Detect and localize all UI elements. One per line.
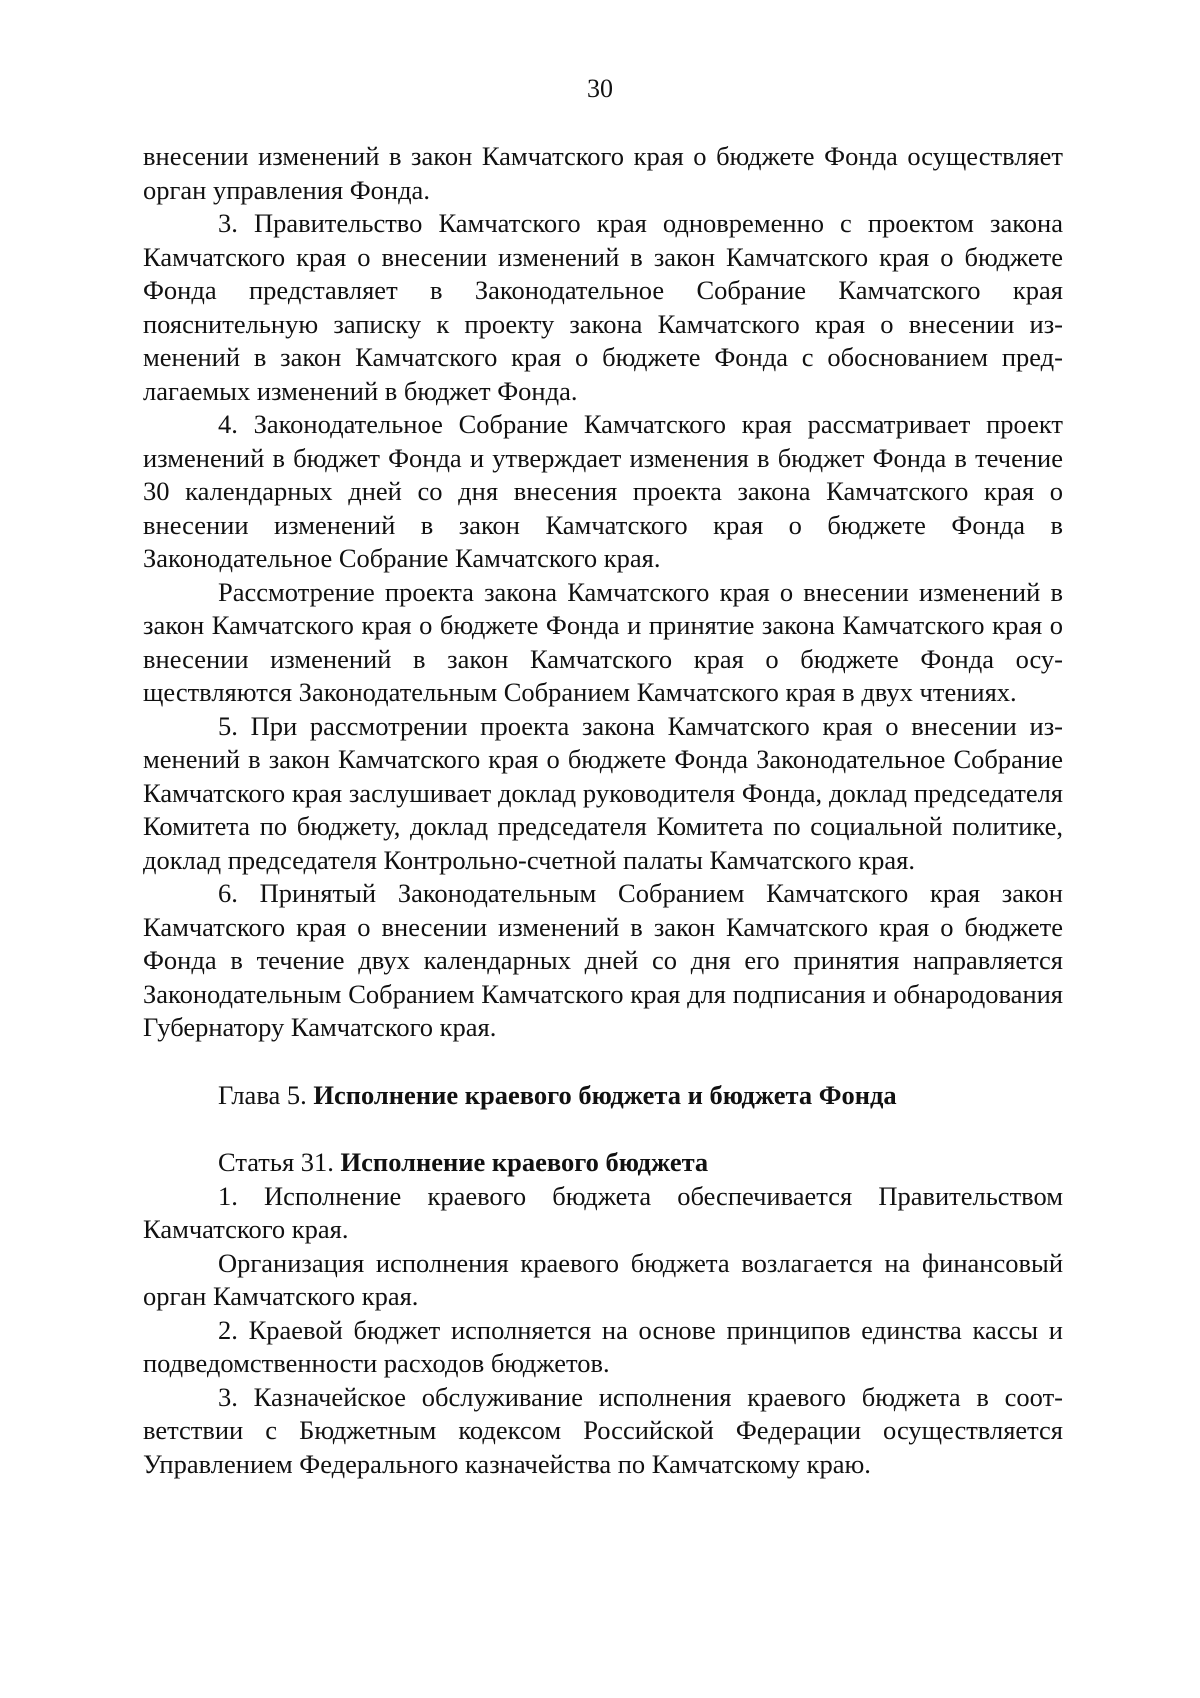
paragraph-article-clause-3: 3. Казначейское обслуживание исполнения краевого бюджета в соответствии с Бюджетным кодексом Российской Федерации осуществляется Управлением Федерального казначейства по Камчатскому краю. <box>143 1381 1063 1479</box>
paragraph-article-clause-1: 1. Исполнение краевого бюджета обеспечивается Правительством Камчатского края. <box>143 1180 1063 1244</box>
article-prefix: Статья 31. <box>218 1147 341 1177</box>
chapter-heading <box>143 1079 1063 1113</box>
paragraph-clause-4: 4. Законодательное Собрание Камчатского края рассматривает проект изменений в бюджет Фонда и утверждает изменения в бюджет Фонда в течение 30 календарных дней со дня внесения проекта закона Камчатского края о внесении изменений в закон Камчатского края о бюджете Фонда в Законодательное Собрание Камчатского края. <box>143 409 1063 573</box>
paragraph-clause-3: 3. Правительство Камчатского края одновременно с проектом закона Камчатского края о внесении изменений в закон Камчатского края о бюджете Фонда представляет в Законодательное Собрание Камчатского края пояснительную записку к проекту закона Камчатского края о внесении изменений в закон Камчатского края о бюджете Фонда с обоснованием предлагаемых изменений в бюджет Фонда. <box>143 208 1063 406</box>
chapter-title: Исполнение краевого бюджета и бюджета Фонда <box>313 1079 897 1110</box>
article-title: Исполнение краевого бюджета <box>340 1147 709 1177</box>
chapter-prefix: Глава 5. <box>218 1079 314 1110</box>
paragraph-continuation: внесении изменений в закон Камчатского края о бюджете Фонда осуществляет орган управления Фонда. <box>143 141 1063 205</box>
paragraph-article-clause-2: 2. Краевой бюджет исполняется на основе принципов единства кассы и подведомственности расходов бюджетов. <box>143 1314 1063 1378</box>
paragraph-article-organization: Организация исполнения краевого бюджета возлагается на финансовый орган Камчатского края. <box>143 1247 1063 1311</box>
paragraph-clause-6: 6. Принятый Законодательным Собранием Камчатского края закон Камчатского края о внесении изменений в закон Камчатского края о бюджете Фонда в течение двух календарных дней со дня его принятия направляется Законодательным Собранием Камчатского края для подписания и обнародования Губернатору Камчатского края. <box>143 878 1063 1042</box>
page-number: 30 <box>587 74 613 103</box>
document-body <box>143 140 1063 1481</box>
article-heading <box>143 1146 1063 1180</box>
paragraph-clause-4-readings: Рассмотрение проекта закона Камчатского края о внесении изменений в закон Камчатского края о бюджете Фонда и принятие закона Камчатского края о внесении изменений в закон Камчатского края о бюджете Фонда осуществляются Законодательным Собранием Камчатского края в двух чтениях. <box>143 576 1063 707</box>
paragraph-clause-5: 5. При рассмотрении проекта закона Камчатского края о внесении изменений в закон Камчатского края о бюджете Фонда Законодательное Собрание Камчатского края заслушивает доклад руководителя Фонда, доклад председателя Комитета по бюджету, доклад председателя Комитета по социальной политике, доклад председателя Контрольно-счетной палаты Камчатского края. <box>143 710 1063 875</box>
